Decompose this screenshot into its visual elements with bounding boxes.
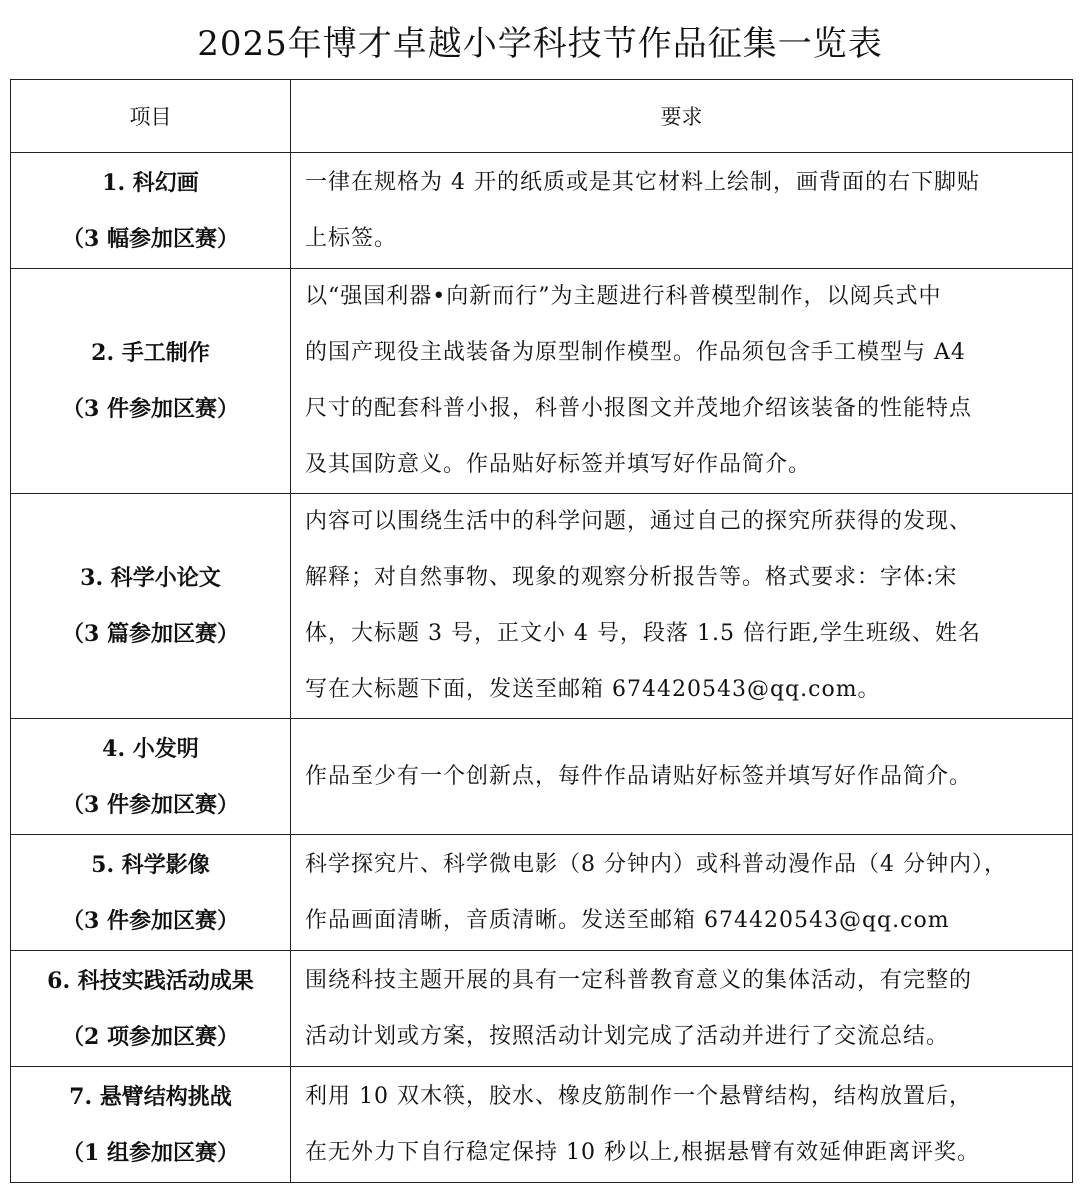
table-row <box>11 951 1073 1067</box>
item-name: 1. 科幻画 <box>102 169 199 196</box>
item-quota: （3 件参加区赛） <box>62 396 239 422</box>
requirement-cell <box>291 1067 1073 1183</box>
table-row <box>11 835 1073 951</box>
requirement-line: 内容可以围绕生活中的科学问题，通过自己的探究所获得的发现、 <box>305 509 973 534</box>
requirement-line: 解释；对自然事物、现象的观察分析报告等。格式要求：字体:宋 <box>305 565 958 590</box>
item-quota: （2 项参加区赛） <box>62 1023 239 1050</box>
requirement-line: 作品至少有一个创新点，每件作品请贴好标签并填写好作品简介。 <box>305 763 973 789</box>
requirement-line: 在无外力下自行稳定保持 10 秒以上,根据悬臂有效延伸距离评奖。 <box>305 1139 980 1165</box>
requirement-cell <box>291 951 1073 1067</box>
table-row <box>11 269 1073 494</box>
requirement-line: 写在大标题下面，发送至邮箱 674420543@qq.com。 <box>305 677 881 702</box>
requirement-cell <box>291 269 1073 494</box>
requirement-cell <box>291 153 1073 269</box>
requirement-line: 围绕科技主题开展的具有一定科普教育意义的集体活动，有完整的 <box>305 967 973 993</box>
requirement-line: 上标签。 <box>305 225 398 251</box>
requirement-line: 科学探究片、科学微电影（8 分钟内）或科普动漫作品（4 分钟内）， <box>305 851 1007 877</box>
item-name: 7. 悬臂结构挑战 <box>69 1083 232 1110</box>
item-quota: （1 组参加区赛） <box>62 1139 239 1166</box>
item-name: 2. 手工制作 <box>91 340 210 366</box>
item-cell <box>11 719 291 835</box>
requirement-cell <box>291 494 1073 719</box>
table-row <box>11 719 1073 835</box>
table-row <box>11 153 1073 269</box>
item-name: 4. 小发明 <box>102 735 199 762</box>
requirement-line: 体，大标题 3 号，正文小 4 号，段落 1.5 倍行距,学生班级、姓名 <box>305 621 981 646</box>
works-table <box>10 79 1073 1183</box>
requirement-line: 尺寸的配套科普小报，科普小报图文并茂地介绍该装备的性能特点 <box>305 396 973 421</box>
item-cell <box>11 835 291 951</box>
item-cell <box>11 1067 291 1183</box>
requirement-line: 利用 10 双木筷，胶水、橡皮筋制作一个悬臂结构，结构放置后， <box>305 1083 972 1109</box>
requirement-line: 及其国防意义。作品贴好标签并填写好作品简介。 <box>305 452 812 477</box>
table-header-row <box>11 80 1073 153</box>
requirement-cell <box>291 835 1073 951</box>
item-cell <box>11 153 291 269</box>
item-quota: （3 幅参加区赛） <box>62 225 239 252</box>
header-requirement: 要求 <box>291 80 1073 153</box>
item-cell <box>11 951 291 1067</box>
requirement-line: 一律在规格为 4 开的纸质或是其它材料上绘制，画背面的右下脚贴 <box>305 169 980 195</box>
requirement-cell <box>291 719 1073 835</box>
table-row <box>11 494 1073 719</box>
item-cell <box>11 494 291 719</box>
item-name: 3. 科学小论文 <box>80 565 221 591</box>
requirement-line: 作品画面清晰，音质清晰。发送至邮箱 674420543@qq.com <box>305 907 950 933</box>
item-name: 6. 科技实践活动成果 <box>47 967 254 994</box>
requirement-line: 活动计划或方案，按照活动计划完成了活动并进行了交流总结。 <box>305 1023 950 1049</box>
item-quota: （3 件参加区赛） <box>62 907 239 934</box>
table-row <box>11 1067 1073 1183</box>
requirement-line: 以“强国利器•向新而行”为主题进行科普模型制作，以阅兵式中 <box>305 284 942 309</box>
item-cell <box>11 269 291 494</box>
document-title: 2025年博才卓越小学科技节作品征集一览表 <box>197 24 883 64</box>
item-quota: （3 件参加区赛） <box>62 791 239 818</box>
header-item: 项目 <box>11 80 291 153</box>
requirement-line: 的国产现役主战装备为原型制作模型。作品须包含手工模型与 A4 <box>305 340 966 365</box>
item-quota: （3 篇参加区赛） <box>62 621 239 647</box>
item-name: 5. 科学影像 <box>91 851 210 878</box>
